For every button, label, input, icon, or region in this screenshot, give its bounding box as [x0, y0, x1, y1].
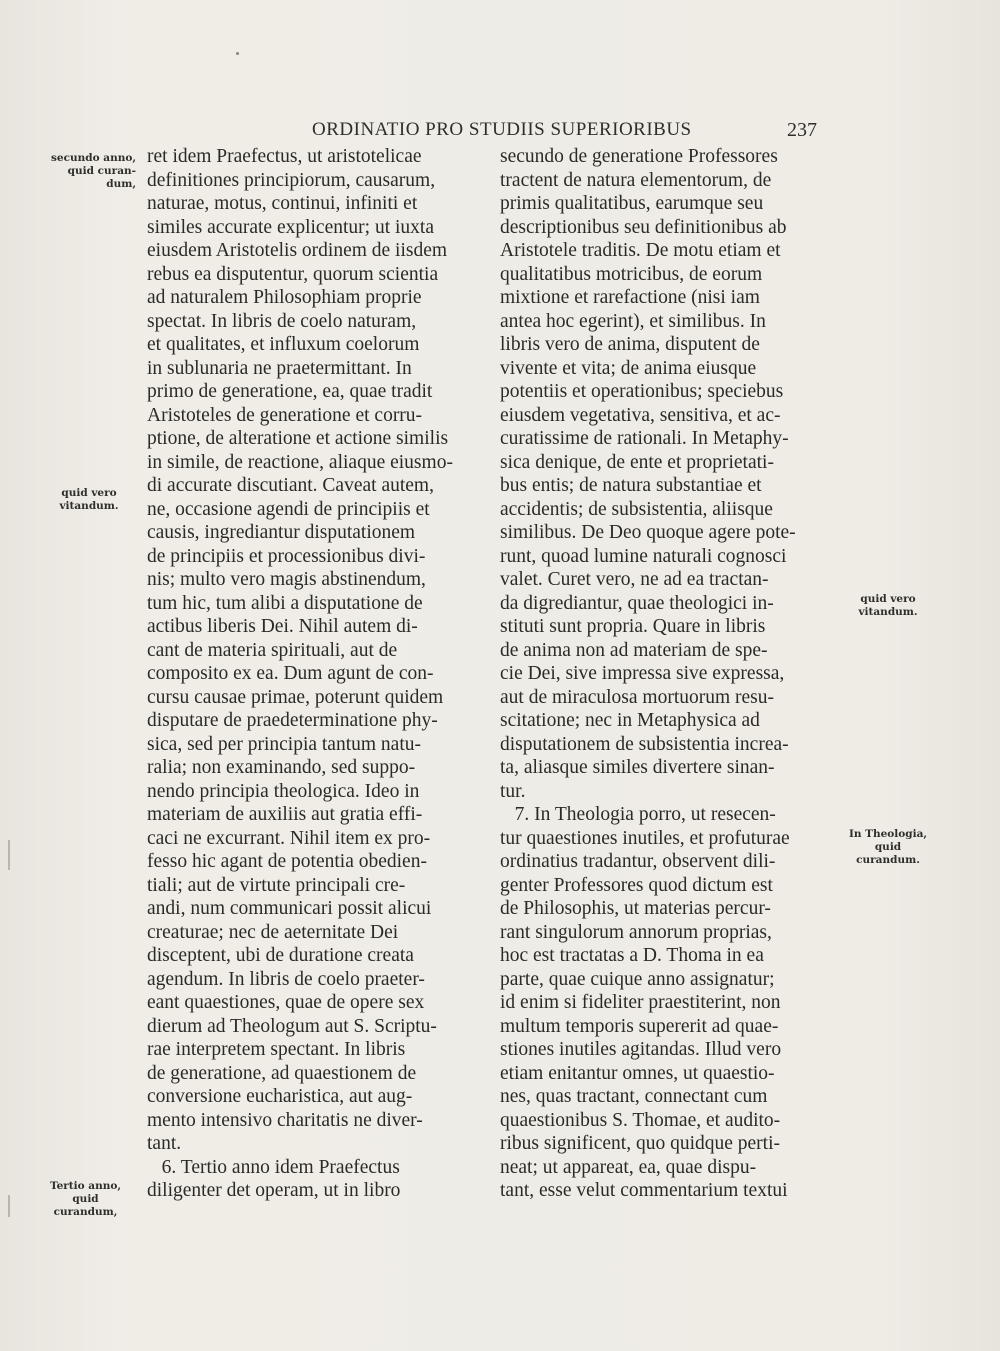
text-line: rant singulorum annorum proprias, — [500, 921, 772, 943]
text-line: de Philosophis, ut materias percur- — [500, 898, 771, 919]
text-line: hoc est tractatas a D. Thoma in ea — [500, 945, 764, 966]
right-text-column — [500, 145, 830, 1203]
marginal-note-left-2 — [50, 487, 128, 513]
text-line: mixtione et rarefactione (nisi iam — [500, 287, 760, 308]
text-line: genter Professores quod dictum est — [500, 874, 773, 896]
marginal-note-line: dum, — [106, 178, 136, 190]
text-line: tant. — [147, 1133, 182, 1154]
text-line: actibus liberis Dei. Nihil autem di- — [147, 616, 418, 637]
text-line: fesso hic agant de potentia obedien- — [147, 851, 427, 872]
text-line: stituti sunt propria. Quare in libris — [500, 616, 766, 637]
text-line: antea hoc egerint), et similibus. In — [500, 310, 766, 332]
marginal-note-left-3 — [43, 1180, 128, 1219]
text-line: ordinatius tradantur, observent dili- — [500, 851, 776, 872]
text-line: 7. In Theologia porro, ut resecen- — [500, 804, 776, 825]
page-speck — [236, 52, 239, 55]
marginal-note-line: quid — [72, 1193, 99, 1205]
text-line: in sublunaria ne praetermittant. In — [147, 357, 412, 379]
marginal-note-line: vitandum. — [59, 500, 119, 512]
text-line: naturae, motus, continui, infiniti et — [147, 193, 418, 214]
text-line: runt, quoad lumine naturali cognosci — [500, 545, 787, 567]
text-line: tur. — [500, 780, 526, 802]
text-line: etiam enitantur omnes, ut quaestio- — [500, 1062, 775, 1084]
text-line: definitiones principiorum, causarum, — [147, 169, 436, 191]
text-line: valet. Curet vero, ne ad ea tractan- — [500, 569, 769, 590]
text-line: disputationem de subsistentia increa- — [500, 733, 789, 755]
marginal-note-line: In Theologia, — [848, 828, 928, 840]
text-line: creaturae; nec de aeternitate Dei — [147, 921, 399, 943]
text-line: ptione, de alteratione et actione similis — [147, 428, 449, 449]
text-line: tiali; aut de virtute principali cre- — [147, 874, 406, 896]
text-line: conversione eucharistica, aut aug- — [147, 1086, 413, 1107]
text-line: secundo de generatione Professores — [500, 146, 778, 167]
text-line: tum hic, tum alibi a disputatione de — [147, 592, 423, 614]
text-line: 6. Tertio anno idem Praefectus — [147, 1156, 400, 1178]
page-number: 237 — [787, 119, 817, 141]
text-line: disputare de praedeterminatione phy- — [147, 710, 438, 731]
text-line: sica, sed per principia tantum natu- — [147, 733, 421, 755]
text-line: tractent de natura elementorum, de — [500, 169, 772, 191]
text-line: eant quaestiones, quae de opere sex — [147, 992, 425, 1013]
text-line: cant de materia spirituali, aut de — [147, 639, 398, 661]
text-line: sica denique, de ente et proprietati- — [500, 451, 774, 473]
text-line: multum temporis supererit ad quae- — [500, 1015, 779, 1037]
text-line: di accurate discutiant. Caveat autem, — [147, 475, 434, 496]
text-line: da digrediantur, quae theologici in- — [500, 592, 774, 614]
text-line: ta, aliasque similes divertere sinan- — [500, 757, 775, 778]
marginal-note-line: vitandum. — [858, 606, 918, 618]
text-line: similibus. De Deo quoque agere pote- — [500, 522, 796, 543]
text-line: accidentis; de subsistentia, aliisque — [500, 498, 773, 520]
text-line: caci ne excurrant. Nihil item ex pro- — [147, 827, 431, 849]
text-line: de generatione, ad quaestionem de — [147, 1062, 417, 1084]
marginal-note-line: curandum, — [53, 1206, 118, 1218]
binding-mark — [8, 840, 10, 870]
text-line: id enim si fideliter praestiterint, non — [500, 992, 781, 1013]
marginal-note-right-1 — [848, 593, 928, 619]
text-line: nis; multo vero magis abstinendum, — [147, 569, 426, 590]
text-line: de anima non ad materiam de spe- — [500, 639, 768, 661]
marginal-note-line: curandum. — [856, 854, 920, 866]
marginal-note-line: quid vero — [61, 487, 117, 499]
text-line: primis qualitatibus, earumque seu — [500, 193, 764, 214]
text-line: composito ex ea. Dum agunt de con- — [147, 663, 434, 684]
text-line: ne, occasione agendi de principiis et — [147, 498, 430, 520]
text-line: nendo principia theologica. Ideo in — [147, 780, 420, 802]
text-line: curatissime de rationali. In Metaphy- — [500, 428, 789, 449]
text-line: dierum ad Theologum aut S. Scriptu- — [147, 1015, 437, 1037]
text-line: qualitatibus motricibus, de eorum — [500, 263, 763, 285]
marginal-note-right-2 — [846, 828, 930, 867]
text-line: mento intensivo charitatis ne diver- — [147, 1109, 423, 1131]
text-line: eiusdem vegetativa, sensitiva, et ac- — [500, 404, 781, 426]
text-line: ribus significent, quo quidque perti- — [500, 1133, 780, 1154]
text-line: ad naturalem Philosophiam proprie — [147, 287, 422, 308]
text-line: stiones inutiles agitandas. Illud vero — [500, 1039, 782, 1060]
text-line: de principiis et processionibus divi- — [147, 545, 426, 567]
marginal-note-line: secundo anno, — [51, 152, 136, 164]
text-line: vivente et vita; de anima eiusque — [500, 357, 757, 379]
left-text-column — [147, 145, 482, 1203]
text-line: causis, ingrediantur disputationem — [147, 522, 416, 543]
text-line: neat; ut appareat, ea, quae dispu- — [500, 1156, 757, 1178]
text-line: rebus ea disputentur, quorum scientia — [147, 263, 439, 285]
marginal-note-line: quid vero — [860, 593, 916, 605]
marginal-note-line: quid — [874, 841, 902, 853]
marginal-note-line: quid curan- — [67, 165, 136, 177]
text-line: tant, esse velut commentarium textui — [500, 1180, 788, 1201]
running-head: ORDINATIO PRO STUDIIS SUPERIORIBUS — [312, 119, 692, 140]
binding-mark — [8, 1195, 10, 1217]
text-line: tur quaestiones inutiles, et profuturae — [500, 827, 790, 849]
text-line: bus entis; de natura substantiae et — [500, 475, 762, 496]
text-line: et qualitates, et influxum coelorum — [147, 334, 420, 355]
marginal-note-left-1 — [36, 152, 136, 191]
text-line: parte, quae cuique anno assignatur; — [500, 968, 775, 990]
text-line: ralia; non examinando, sed suppo- — [147, 757, 416, 778]
text-line: materiam de auxiliis aut gratia effi- — [147, 804, 423, 825]
text-line: nes, quas tractant, connectant cum — [500, 1086, 768, 1107]
text-line: cursu causae primae, poterunt quidem — [147, 686, 444, 708]
text-line: disceptent, ubi de duratione creata — [147, 945, 414, 966]
text-line: scitatione; nec in Metaphysica ad — [500, 710, 760, 731]
text-line: spectat. In libris de coelo naturam, — [147, 310, 417, 332]
text-line: Aristoteles de generatione et corru- — [147, 404, 423, 426]
text-line: descriptionibus seu definitionibus ab — [500, 216, 787, 238]
text-line: primo de generatione, ea, quae tradit — [147, 381, 433, 402]
text-line: similes accurate explicentur; ut iuxta — [147, 216, 434, 238]
text-line: in simile, de reactione, aliaque eiusmo- — [147, 451, 453, 473]
text-line: andi, num communicari possit alicui — [147, 898, 432, 919]
text-line: quaestionibus S. Thomae, et audito- — [500, 1109, 781, 1131]
text-line: potentiis et operationibus; speciebus — [500, 381, 784, 402]
text-line: eiusdem Aristotelis ordinem de iisdem — [147, 240, 448, 261]
text-line: Aristotele traditis. De motu etiam et — [500, 240, 781, 261]
text-line: cie Dei, sive impressa sive expressa, — [500, 663, 785, 684]
marginal-note-line: Tertio anno, — [49, 1180, 122, 1192]
text-line: diligenter det operam, ut in libro — [147, 1180, 401, 1201]
text-line: agendum. In libris de coelo praeter- — [147, 968, 425, 990]
text-line: aut de miraculosa mortuorum resu- — [500, 686, 774, 708]
text-line: libris vero de anima, disputent de — [500, 334, 760, 355]
text-line: ret idem Praefectus, ut aristotelicae — [147, 146, 422, 167]
text-line: rae interpretem spectant. In libris — [147, 1039, 406, 1060]
